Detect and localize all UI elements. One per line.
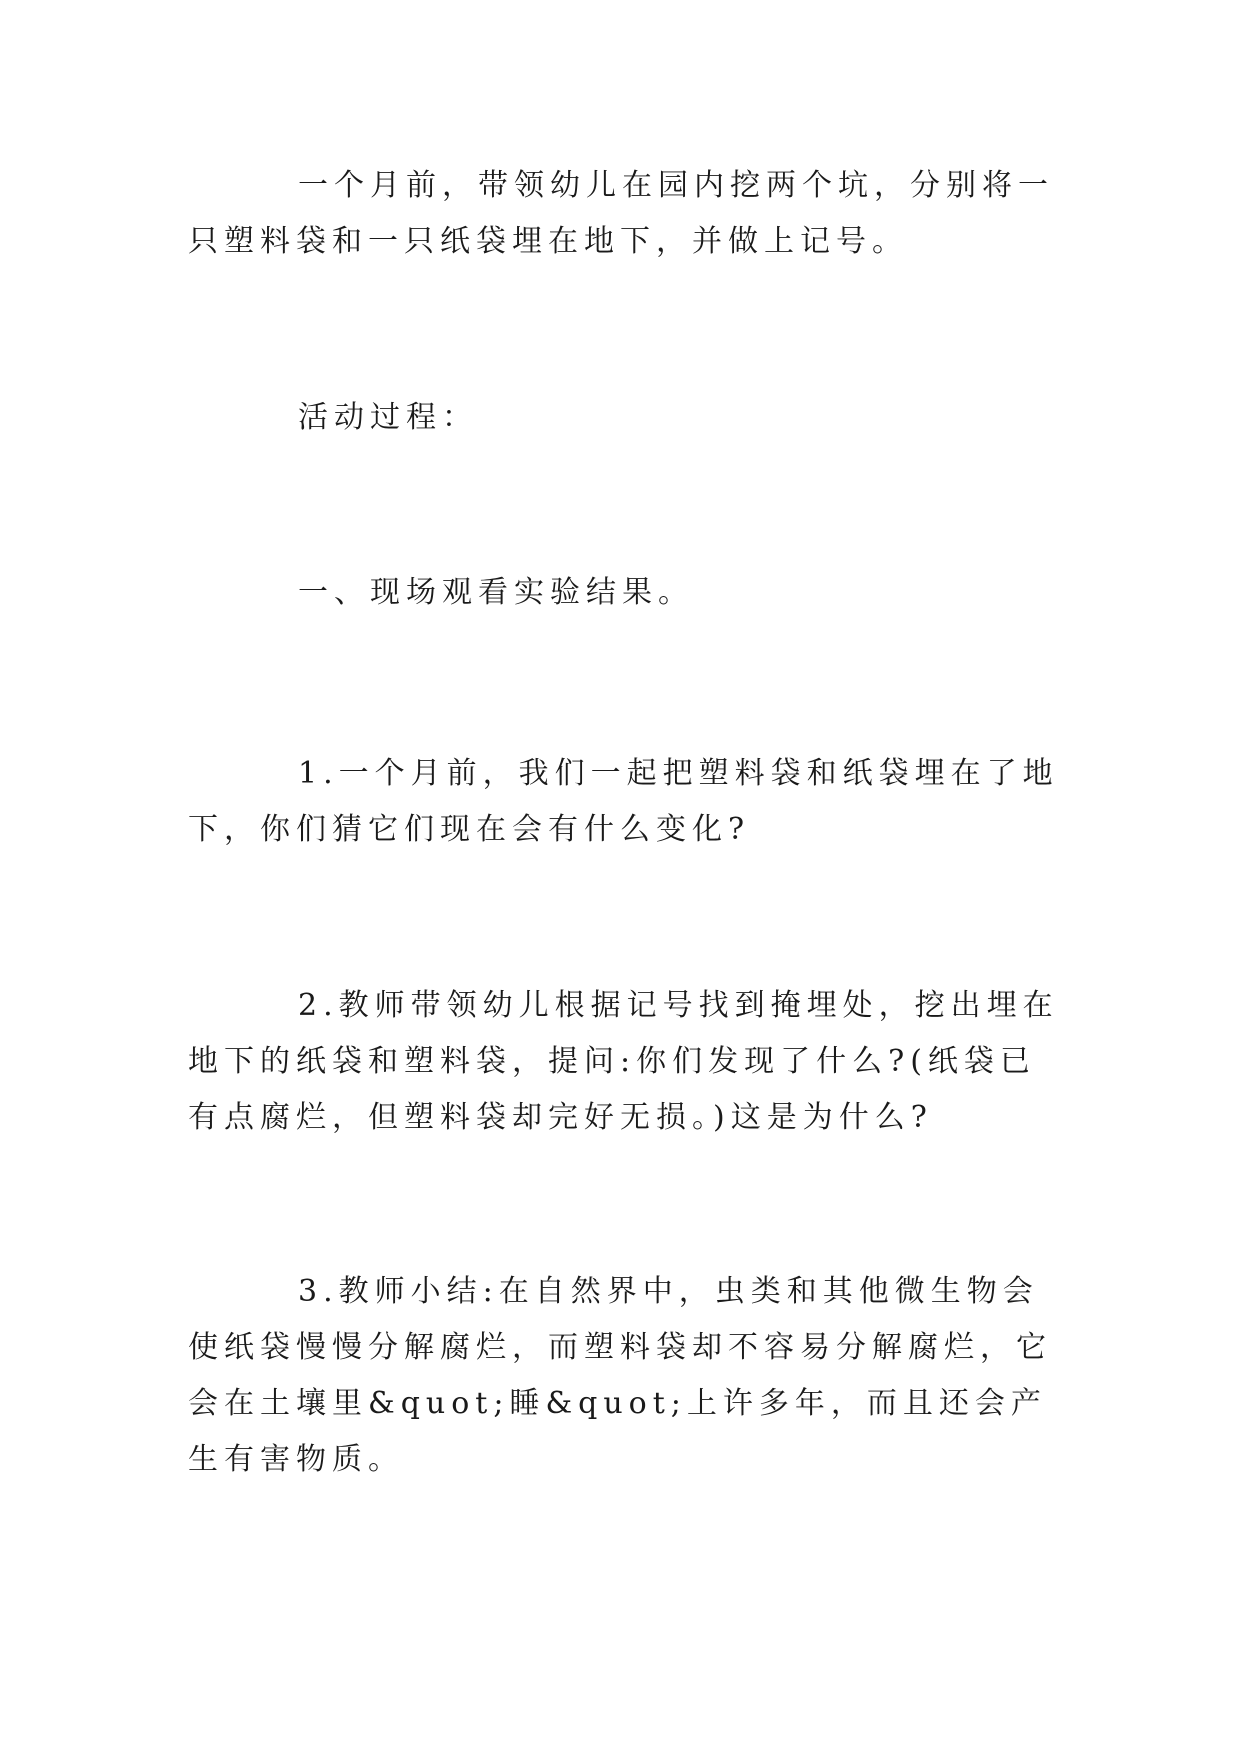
heading-section-one: 一、现场观看实验结果。 xyxy=(298,575,694,610)
paragraph-step-2: 2.教师带领幼儿根据记号找到掩埋处，挖出埋在地下的纸袋和塑料袋，提问:你们发现了什么?(纸袋已有点腐烂，但塑料袋却完好无损。)这是为什么? xyxy=(188,988,1059,1135)
paragraph-step-3: 3.教师小结:在自然界中，虫类和其他微生物会使纸袋慢慢分解腐烂，而塑料袋却不容易分解腐烂，它会在土壤里&quot;睡&quot;上许多年，而且还会产生有害物质。 xyxy=(188,1274,1052,1477)
heading-activity-process: 活动过程： xyxy=(298,400,478,435)
paragraph-step-1: 1.一个月前，我们一起把塑料袋和纸袋埋在了地下，你们猜它们现在会有什么变化? xyxy=(188,756,1059,847)
paragraph-preparation: 一个月前，带领幼儿在园内挖两个坑，分别将一只塑料袋和一只纸袋埋在地下，并做上记号。 xyxy=(188,168,1054,259)
